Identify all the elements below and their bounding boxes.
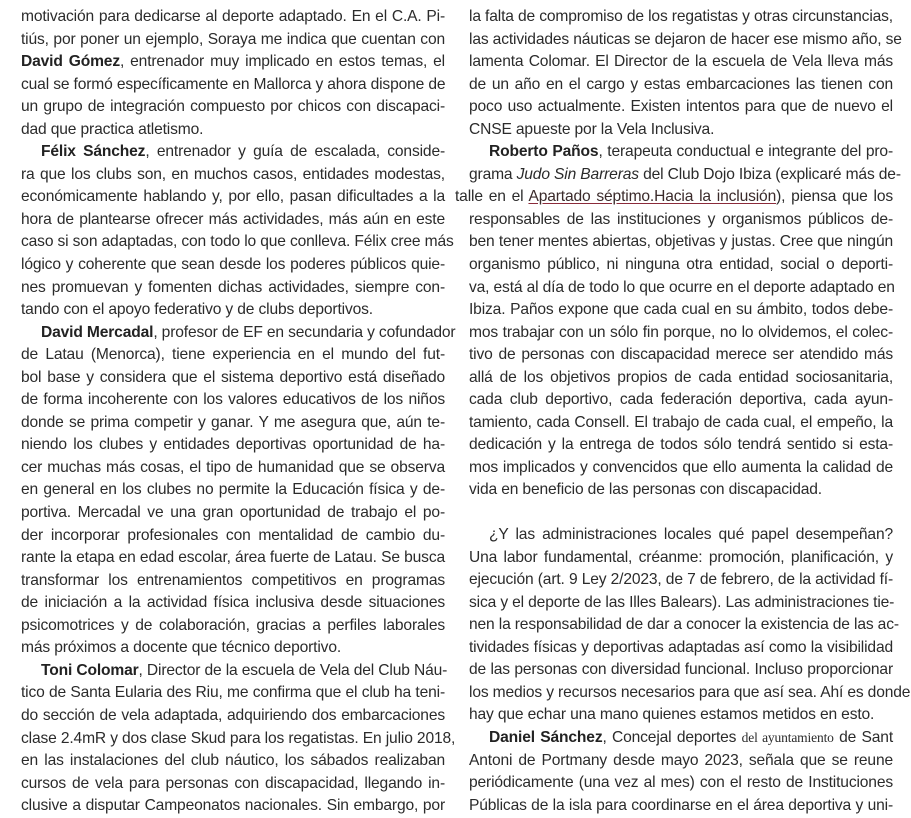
text-line: [469, 479, 893, 502]
text-segment: lamenta Colomar. El Director de la escuela de Vela lleva más: [469, 53, 893, 71]
text-line: [21, 119, 445, 142]
text-segment: va, está al día de todo lo que ocurre en el deporte adaptado en: [469, 278, 895, 296]
text-line: [21, 322, 456, 345]
text-segment: CNSE apueste por la Vela Inclusiva.: [469, 120, 715, 138]
text-line: [21, 344, 445, 367]
text-segment: hay que echar una mano quienes estamos metidos en esto.: [469, 706, 875, 724]
text-line: [455, 186, 893, 209]
text-segment: poco uso actualmente. Existen intentos para que de nuevo el: [469, 98, 893, 116]
text-segment: económicamente hablando y, por ello, pasan dificultades a la: [21, 188, 445, 206]
person-name: Daniel Sánchez: [489, 728, 603, 746]
text-segment: caso si son adaptadas, con todo lo que conlleva. Félix cree más: [21, 233, 454, 251]
text-segment: bol base y considera que el sistema deportivo está diseñado: [21, 368, 445, 386]
text-line: [21, 637, 445, 660]
text-line: [469, 637, 893, 660]
text-segment: tividades físicas y deportivas adaptadas así como la visibilidad: [469, 638, 893, 656]
text-segment: ra que los clubs son, en muchos casos, entidades modestas,: [21, 165, 445, 183]
text-segment: , Director de la escuela de Vela del Club Náu-: [138, 661, 448, 679]
text-line: [469, 682, 911, 705]
text-segment: , entrenador y guía de escalada, conside-: [145, 143, 446, 161]
person-name: Roberto Paños: [489, 143, 599, 161]
person-name: Félix Sánchez: [41, 143, 146, 161]
text-segment: de forma incoherente con los valores educativos de los niños: [21, 391, 445, 409]
text-line: [469, 209, 893, 232]
text-line: [21, 186, 445, 209]
text-segment: periódicamente (una vez al mes) con el resto de Instituciones: [469, 774, 893, 792]
text-line: [21, 209, 445, 232]
text-line: [469, 659, 893, 682]
text-segment: cada club deportivo, cada federación deportiva, cada ayun-: [469, 391, 893, 409]
text-segment: niendo los clubes y entidades deportivas oportunidad de ha-: [21, 436, 445, 454]
cross-reference-link[interactable]: Apartado séptimo.Hacia la inclusión: [528, 188, 777, 206]
text-segment: allá de los objetivos propios de cada entidad sociosanitaria,: [469, 368, 893, 386]
text-segment: lógico y coherente que sean desde los poderes públicos quie-: [21, 256, 445, 274]
text-segment: , entrenador muy implicado en estos temas, el: [119, 53, 445, 71]
left-column: [21, 6, 456, 818]
text-line: [21, 457, 445, 480]
text-line: [469, 569, 893, 592]
text-line: [21, 231, 454, 254]
person-name: David Mercadal: [41, 323, 154, 341]
text-line: [469, 74, 893, 97]
text-line: [469, 704, 893, 727]
text-line: [21, 434, 445, 457]
text-segment: cursos de vela para personas con discapacidad, llegando in-: [21, 774, 445, 792]
text-line: [469, 6, 893, 29]
text-segment: ben tener mentes abiertas, objetivas y justas. Cree que ningún: [469, 233, 893, 251]
text-segment: Ibiza. Paños expone que cada cual en su ámbito, todos debe-: [469, 301, 893, 319]
paragraph-gap: [469, 502, 893, 524]
text-segment: en las instalaciones del club náutico, los sábados realizaban: [21, 752, 445, 770]
text-segment: , terapeuta conductual e integrante del pro-: [598, 143, 894, 161]
text-segment: grama: [469, 165, 517, 183]
right-column: [455, 6, 911, 817]
text-segment: donde se prima competir y ganar. Y me asegura que, aún te-: [21, 413, 445, 431]
text-segment: der incorporar profesionales con mentalidad de cambio du-: [21, 526, 445, 544]
text-segment: organismo público, ni ninguna otra entidad, social o deporti-: [469, 256, 893, 274]
text-segment: ), piensa que los: [776, 188, 893, 206]
text-line: [21, 412, 445, 435]
text-segment: Antoni de Portmany desde mayo 2023, señala que se reune: [469, 751, 893, 769]
text-segment: más próximos a docente que técnico deportivo.: [21, 639, 342, 657]
text-line: [21, 592, 445, 615]
text-segment: del Club Dojo Ibiza (explicaré más de-: [638, 165, 901, 183]
text-line: [21, 705, 445, 728]
text-segment: la falta de compromiso de los regatistas y otras circunstancias,: [469, 8, 893, 25]
text-segment: un grupo de integración compuesto por chicos con discapaci-: [21, 98, 445, 116]
text-line: [469, 29, 902, 52]
text-line: [21, 479, 445, 502]
text-line: [469, 277, 893, 300]
text-segment: ¿Y las administraciones locales qué papel desempeñan?: [489, 526, 893, 544]
text-segment: motivación para dedicarse al deporte adaptado. En el C.A. Pi-: [21, 8, 445, 25]
text-line: [21, 773, 445, 796]
text-line: [21, 367, 445, 390]
text-line: [469, 231, 893, 254]
text-line: [21, 525, 445, 548]
text-segment: mos implicados y convencidos que ello aumenta la calidad de: [469, 458, 893, 476]
text-line: [469, 141, 893, 164]
text-segment: tico de Santa Eularia des Riu, me confirma que el club ha teni-: [21, 684, 445, 702]
person-name: Toni Colomar: [41, 661, 139, 679]
text-segment: de un año en el cargo y estas embarcaciones las tienen con: [469, 75, 893, 93]
text-line: [469, 96, 893, 119]
text-line: [21, 389, 445, 412]
program-name: Judo Sin Barreras: [516, 165, 639, 183]
text-segment: Una labor fundamental, créanme: promoción, planificación, y: [469, 548, 893, 566]
text-segment: los medios y recursos necesarios para que así sea. Ahí es donde: [469, 683, 911, 701]
text-line: [469, 614, 899, 637]
text-line: [21, 750, 445, 773]
text-line: [469, 457, 893, 480]
text-line: [469, 772, 893, 795]
text-line: [469, 322, 893, 345]
text-line: [469, 547, 893, 570]
text-line: [469, 119, 893, 142]
text-segment: do sección de vela adaptada, adquiriendo dos embarcaciones: [21, 706, 445, 724]
text-line: [21, 164, 445, 187]
text-segment: psicomotrices y de colaboración, gracias a perfiles laborales: [21, 616, 445, 634]
text-segment: tiús, por poner un ejemplo, Soraya me indica que cuentan con: [21, 30, 445, 48]
text-segment: en general en los clubes no permite la Educación física y de-: [21, 481, 445, 499]
text-segment: vida en beneficio de las personas con discapacidad.: [469, 481, 822, 499]
text-segment: cer muchas más cosas, el tipo de humanidad que se observa: [21, 458, 445, 476]
text-segment: tivo de personas con discapacidad merece ser atendido más: [469, 346, 893, 364]
text-segment: de Latau (Menorca), tiene experiencia en el mundo del fut-: [21, 346, 445, 364]
person-name: David Gómez: [21, 53, 120, 71]
text-line: [469, 434, 893, 457]
text-line: [21, 547, 445, 570]
text-line: [469, 344, 893, 367]
text-line: [469, 592, 893, 615]
text-line: [21, 141, 445, 164]
text-line: [469, 254, 893, 277]
text-line: [469, 367, 893, 390]
text-segment: responsables de las instituciones y organismos públicos de-: [469, 210, 893, 228]
text-line: [21, 502, 445, 525]
text-line: [469, 299, 893, 322]
text-line: [469, 51, 893, 74]
text-segment: clusive a disputar Campeonatos nacionales. Sin embargo, por: [21, 797, 445, 815]
text-line: [469, 727, 893, 750]
text-line: [21, 29, 445, 52]
text-segment: dad que practica atletismo.: [21, 120, 204, 138]
text-line: [21, 660, 448, 683]
text-segment: tamiento, cada Consell. El trabajo de cada cual, el empeño, la: [469, 413, 893, 431]
text-line: [21, 277, 445, 300]
text-line: [21, 51, 445, 74]
text-line: [21, 6, 445, 29]
text-segment: hora de plantearse ofrecer más actividades, más aún en este: [21, 210, 445, 228]
text-line: [21, 96, 445, 119]
text-line: [469, 524, 893, 547]
text-line: [469, 412, 893, 435]
text-segment: ejecución (art. 9 Ley 2/2023, de 7 de febrero, de la actividad fí-: [469, 571, 893, 589]
text-segment: transformar los entrenamientos competitivos en programas: [21, 571, 445, 589]
text-segment: dedicación y la entrega de todos sólo tendrá sentido si esta-: [469, 436, 893, 454]
text-line: [21, 570, 445, 593]
text-segment: las actividades náuticas se dejaron de hacer ese mismo año, se: [469, 30, 902, 48]
text-line: [469, 164, 901, 187]
text-segment-serif: del ayuntamiento: [741, 729, 834, 745]
text-segment: , Concejal deportes: [602, 728, 742, 746]
text-segment: mos trabajar con un sólo fin porque, no lo olvidemos, el colec-: [469, 323, 893, 341]
text-line: [21, 74, 445, 97]
text-segment: talle en el: [455, 188, 529, 206]
text-segment: Públicas de la isla para coordinarse en el área deportiva y uni-: [469, 796, 893, 814]
text-segment: nen la responsabilidad de dar a conocer la existencia de las ac-: [469, 616, 899, 634]
text-segment: cual se formó específicamente en Mallorca y ahora dispone de: [21, 75, 446, 93]
text-segment: de iniciación a la actividad física inclusiva desde situaciones: [21, 594, 445, 612]
text-line: [21, 728, 456, 751]
text-line: [21, 299, 445, 322]
text-segment: nes promuevan y fomenten dichas actividades, siempre con-: [21, 278, 445, 296]
text-segment: clase 2.4mR y dos clase Skud para los regatistas. En julio 2018,: [21, 729, 456, 747]
text-segment: rante la etapa en edad escolar, área fuerte de Latau. Se busca: [21, 549, 445, 567]
text-segment: , profesor de EF en secundaria y cofundador: [153, 323, 456, 341]
text-line: [469, 750, 893, 773]
text-segment: de Sant: [833, 728, 893, 746]
text-line: [21, 254, 445, 277]
text-line: [21, 795, 445, 818]
text-segment: portiva. Mercadal ve una gran oportunidad de trabajo el po-: [21, 504, 445, 522]
text-segment: de las personas con diversidad funcional. Incluso proporcionar: [469, 661, 893, 679]
text-line: [469, 389, 893, 412]
text-segment: tando con el apoyo federativo y de clubs deportivos.: [21, 301, 373, 319]
text-segment: sica y el deporte de las Illes Balears). Las administraciones tie-: [469, 593, 895, 611]
text-line: [21, 615, 445, 638]
text-line: [21, 682, 445, 705]
